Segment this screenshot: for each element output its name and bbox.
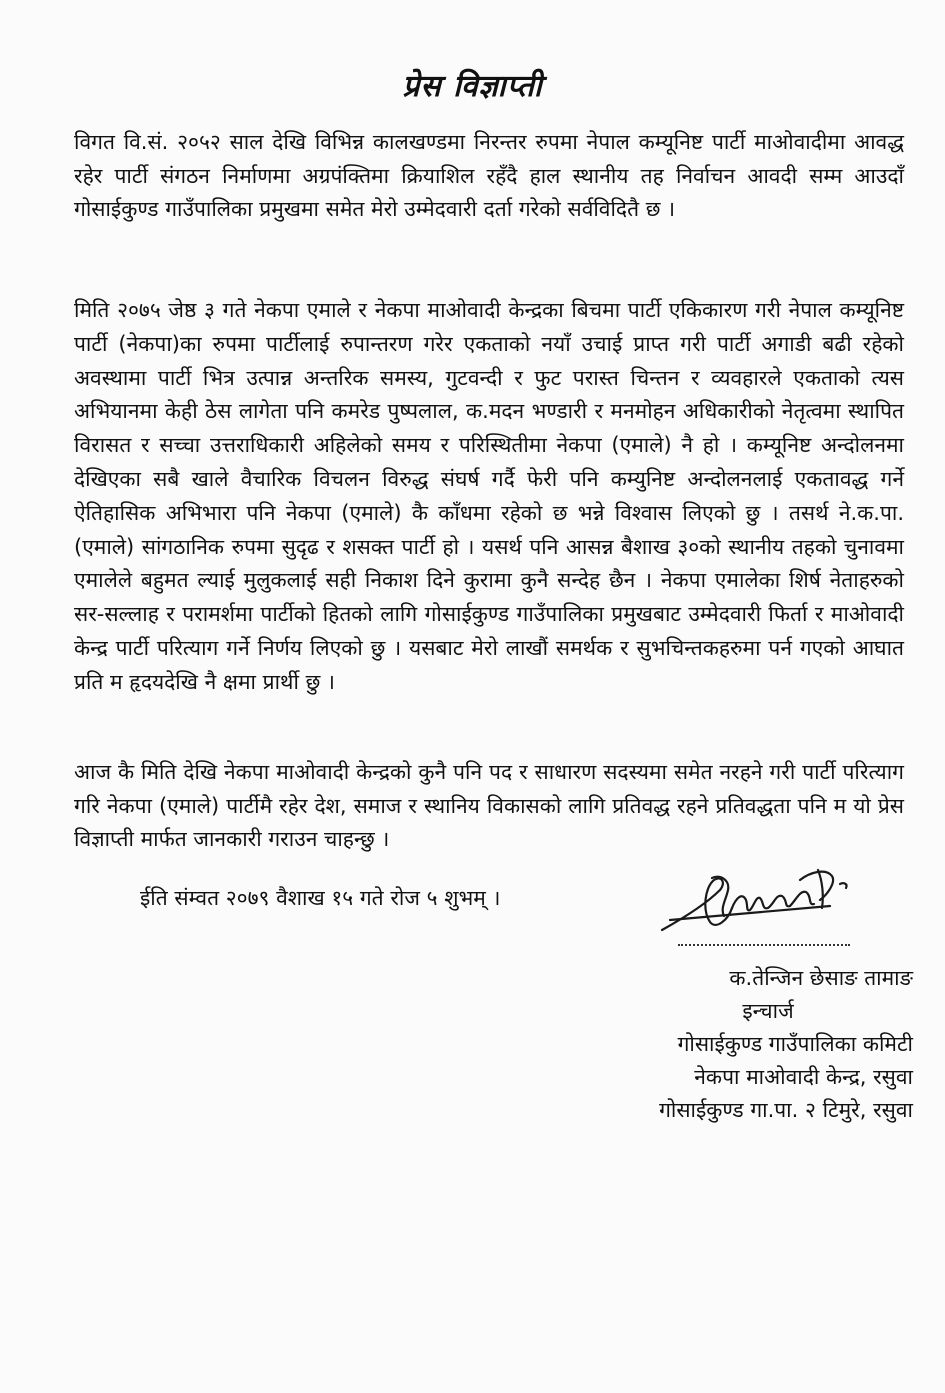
signatory-committee: गोसाईकुण्ड गाउँपालिका कमिटी xyxy=(677,1032,913,1056)
signature-dotted-line xyxy=(678,944,850,946)
signatory-party: नेकपा माओवादी केन्द्र, रसुवा xyxy=(694,1065,913,1089)
paragraph-1: विगत वि.सं. २०५२ साल देखि विभिन्न कालखण्डमा निरन्तर रुपमा नेपाल कम्यूनिष्ट पार्टी माओवादीमा आवद्ध रहेर पार्टी संगठन निर्माणमा अग्रपंक्तिमा क्रियाशिल रहँदै हाल स्थानीय तह निर्वाचन आवदी सम्म आउदाँ गोसाईकुण्ड गाउँपालिका प्रमुखमा समेत मेरो उम्मेदवारी दर्ता गरेको सर्वविदितै छ । xyxy=(74,130,904,221)
signatory-block xyxy=(553,962,913,1127)
paragraph-2: मिति २०७५ जेष्ठ ३ गते नेकपा एमाले र नेकपा माओवादी केन्द्रका बिचमा पार्टी एकिकारण गरी नेपाल कम्यूनिष्ट पार्टी (नेकपा)का रुपमा पार्टीलाई रुपान्तरण गरेर एकताको नयाँ उचाई प्राप्त गरी पार्टी अगाडी बढी रहेको अवस्थामा पार्टी भित्र उत्पान्न अन्तरिक समस्य, गुटवन्दी र फुट परास्त चिन्तन र व्यवहारले एकताको त्यस अभियानमा केही ठेस लागेता पनि कमरेड पुष्पलाल, क.मदन भण्डारी र मनमोहन अधिकारीको नेतृत्वमा स्थापित विरासत र सच्चा उत्तराधिकारी अहिलेको समय र परिस्थितीमा नेकपा (एमाले) नै हो । कम्यूनिष्ट अन्दोलनमा देखिएका सबै खाले वैचारिक विचलन विरुद्ध संघर्ष गर्दै फेरी पनि कम्युनिष्ट अन्दोलनलाई एकतावद्ध गर्ने ऐतिहासिक अभिभारा पनि नेकपा (एमाले) कै काँधमा रहेको छ भन्ने विश्वास लिएको छु । तसर्थ ने.क.पा.(एमाले) सांगठानिक रुपमा सुदृढ र शसक्त पार्टी हो । यसर्थ पनि आसन्न बैशाख ३०को स्थानीय तहको चुनावमा एमालेले बहुमत ल्याई मुलुकलाई सही निकाश दिने कुरामा कुनै सन्देह छैन । नेकपा एमालेका शिर्ष नेताहरुको सर-सल्लाह र परामर्शमा पार्टीको हितको लागि गोसाईकुण्ड गाउँपालिका प्रमुखबाट उम्मेदवारी फिर्ता र माओवादी केन्द्र पार्टी परित्याग गर्ने निर्णय लिएको छु । यसबाट मेरो लाखौं समर्थक र सुभचिन्तकहरुमा पर्न गएको आघात प्रति म हृदयदेखि नै क्षमा प्रार्थी छु । xyxy=(74,298,904,694)
paragraph-3: आज कै मिति देखि नेकपा माओवादी केन्द्रको कुनै पनि पद र साधारण सदस्यमा समेत नरहने गरी पार्टी परित्याग गरि नेकपा (एमाले) पार्टीमै रहेर देश, समाज र स्थानिय विकासको लागि प्रतिवद्ध रहने प्रतिवद्धता पनि म यो प्रेस विज्ञाप्ती मार्फत जानकारी गराउन चाहन्छु । xyxy=(74,760,904,851)
signatory-role: इन्चार्ज xyxy=(742,999,794,1023)
document-title: प्रेस विज्ञाप्ती xyxy=(402,69,543,104)
signatory-name: क.तेन्जिन छेसाङ तामाङ xyxy=(729,966,913,990)
handwritten-signature xyxy=(650,850,860,945)
signatory-address: गोसाईकुण्ड गा.पा. २ टिमुरे, रसुवा xyxy=(659,1098,913,1122)
date-line: ईति संम्वत २०७९ वैशाख १५ गते रोज ५ शुभम् । xyxy=(140,886,501,910)
